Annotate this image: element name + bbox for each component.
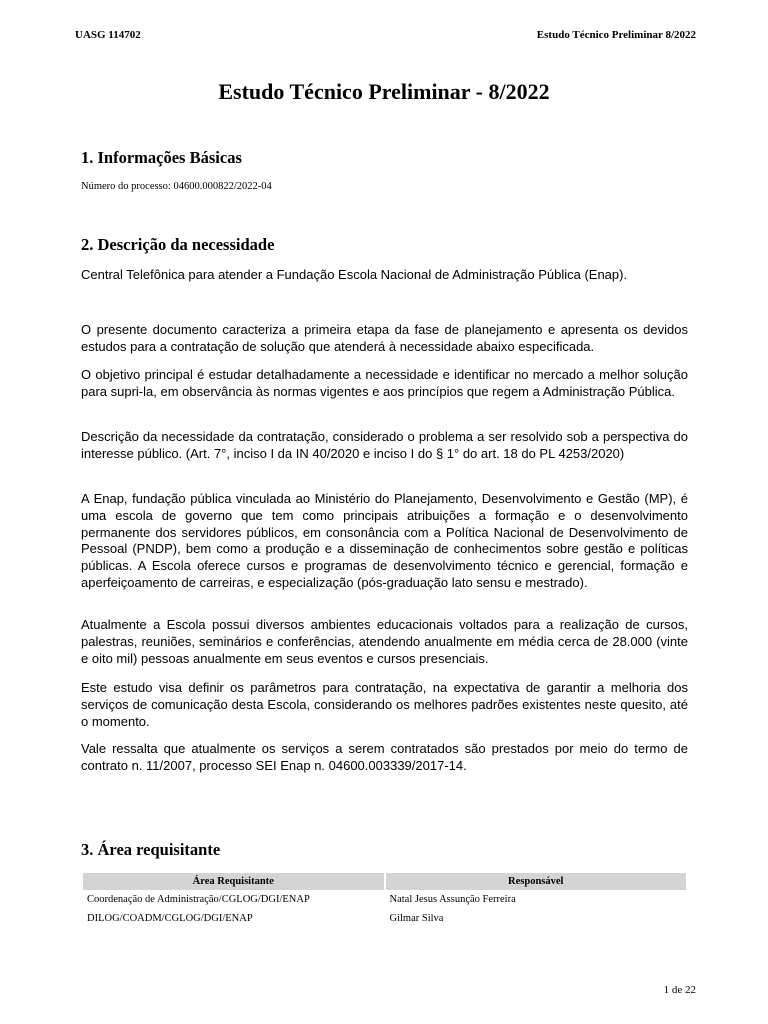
paragraph-7: Vale ressalta que atualmente os serviços a serem contratados são prestados por meio do termo de contrato n. 11/2007, processo SEI Enap n. 04600.003339/2017-14. xyxy=(81,741,688,773)
column-header-responsible: Responsável xyxy=(386,873,687,890)
table-cell-area: DILOG/COADM/CGLOG/DGI/ENAP xyxy=(87,913,253,924)
paragraph-1: O presente documento caracteriza a primeira etapa da fase de planejamento e apresenta os devidos estudos para a contratação de solução que atenderá à necessidade abaixo especificada. xyxy=(81,322,688,354)
section-2-heading: 2. Descrição da necessidade xyxy=(81,235,275,254)
table-row xyxy=(83,890,686,909)
section-1-heading: 1. Informações Básicas xyxy=(81,148,242,167)
paragraph-5: Atualmente a Escola possui diversos ambientes educacionais voltados para a realização de cursos, palestras, reuniões, seminários e conferências, atendendo anualmente em média cerca de 28.000 (vinte e oito mil) pessoas anualmente em seus eventos e cursos presenciais. xyxy=(81,617,688,666)
section-3-heading: 3. Área requisitante xyxy=(81,840,221,859)
paragraph-4: A Enap, fundação pública vinculada ao Ministério do Planejamento, Desenvolvimento e Gestão (MP), é uma escola de governo que tem como principais atribuições a formação e o desenvolvimento permanente dos servidores públicos, em consonância com a Política Nacional de Desenvolvimento de Pessoal (PNDP), bem como a produção e a disseminação de conhecimentos sobre gestão e políticas públicas. A Escola oferece cursos e programas de desenvolvimento técnico e gerencial, formação e aperfeiçoamento de carreiras, e especialização (pós-graduação lato sensu e mestrado). xyxy=(81,491,688,590)
column-header-area: Área Requisitante xyxy=(83,873,384,890)
table-header-row xyxy=(83,873,686,890)
paragraph-2: O objetivo principal é estudar detalhadamente a necessidade e identificar no mercado a melhor solução para supri-la, em observância às normas vigentes e aos princípios que regem a Administração Pública. xyxy=(81,367,688,399)
table-row xyxy=(83,909,686,928)
requesting-area-table xyxy=(81,873,688,928)
need-summary: Central Telefônica para atender a Fundação Escola Nacional de Administração Pública (Enap). xyxy=(81,267,628,282)
paragraph-3: Descrição da necessidade da contratação, considerado o problema a ser resolvido sob a perspectiva do interesse público. (Art. 7°, inciso I da IN 40/2020 e inciso I do § 1° do art. 18 do PL 4253/2020) xyxy=(81,429,688,461)
page-number: 1 de 22 xyxy=(663,984,696,996)
header-uasg: UASG 114702 xyxy=(75,29,141,41)
table-cell-responsible: Gilmar Silva xyxy=(389,913,444,924)
table-cell-responsible: Natal Jesus Assunção Ferreira xyxy=(389,894,516,905)
header-doc-title: Estudo Técnico Preliminar 8/2022 xyxy=(536,29,696,41)
table-cell-area: Coordenação de Administração/CGLOG/DGI/ENAP xyxy=(87,894,310,905)
paragraph-6: Este estudo visa definir os parâmetros para contratação, na expectativa de garantir a melhoria dos serviços de comunicação desta Escola, considerando os melhores padrões existentes neste quesito, até o momento. xyxy=(81,680,688,729)
document-title: Estudo Técnico Preliminar - 8/2022 xyxy=(218,79,550,104)
process-number: Número do processo: 04600.000822/2022-04 xyxy=(81,181,272,192)
